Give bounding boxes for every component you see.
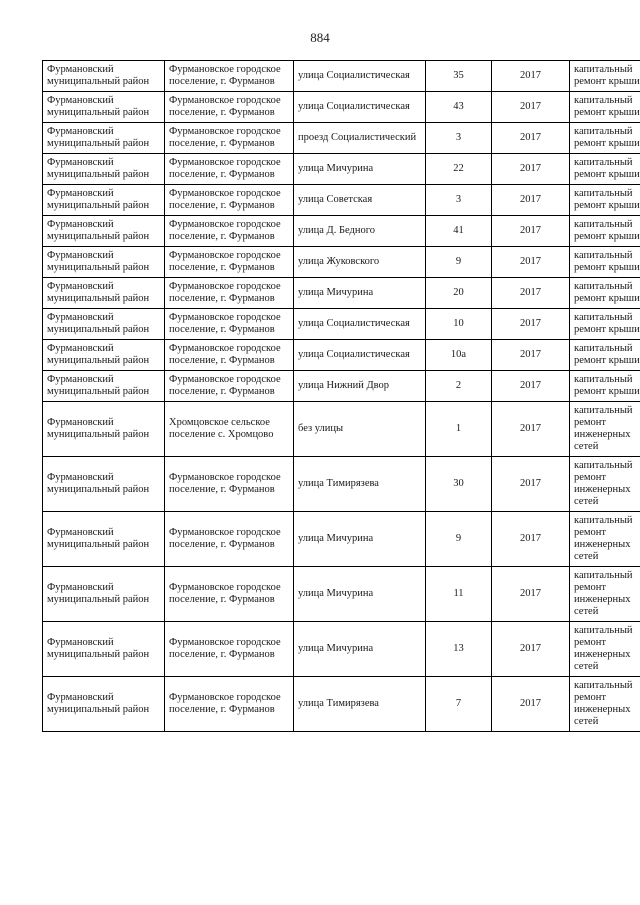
- cell-district: Фурмановский муниципальный район: [43, 402, 165, 457]
- cell-work: капитальный ремонт крыши: [570, 92, 640, 123]
- cell-district: Фурмановский муниципальный район: [43, 677, 165, 732]
- cell-year: 2017: [492, 567, 570, 622]
- cell-district: Фурмановский муниципальный район: [43, 61, 165, 92]
- cell-house: 7: [426, 677, 492, 732]
- cell-year: 2017: [492, 402, 570, 457]
- cell-settlement: Хромцовское сельское поселение с. Хромцово: [165, 402, 294, 457]
- cell-street: улица Мичурина: [294, 622, 426, 677]
- table-row: [43, 622, 640, 677]
- cell-settlement: Фурмановское городское поселение, г. Фурманов: [165, 61, 294, 92]
- cell-street: проезд Социалистический: [294, 123, 426, 154]
- cell-settlement: Фурмановское городское поселение, г. Фурманов: [165, 340, 294, 371]
- cell-year: 2017: [492, 340, 570, 371]
- cell-settlement: Фурмановское городское поселение, г. Фурманов: [165, 457, 294, 512]
- cell-district: Фурмановский муниципальный район: [43, 92, 165, 123]
- table-row: [43, 185, 640, 216]
- table-row: [43, 457, 640, 512]
- table-row: [43, 123, 640, 154]
- cell-house: 10: [426, 309, 492, 340]
- cell-house: 3: [426, 123, 492, 154]
- cell-street: улица Социалистическая: [294, 61, 426, 92]
- cell-year: 2017: [492, 371, 570, 402]
- cell-work: капитальный ремонт инженерных сетей: [570, 567, 640, 622]
- table-row: [43, 402, 640, 457]
- cell-year: 2017: [492, 185, 570, 216]
- cell-district: Фурмановский муниципальный район: [43, 123, 165, 154]
- table-row: [43, 92, 640, 123]
- cell-settlement: Фурмановское городское поселение, г. Фурманов: [165, 567, 294, 622]
- cell-year: 2017: [492, 92, 570, 123]
- cell-house: 43: [426, 92, 492, 123]
- cell-settlement: Фурмановское городское поселение, г. Фурманов: [165, 622, 294, 677]
- cell-street: улица Нижний Двор: [294, 371, 426, 402]
- table-row: [43, 512, 640, 567]
- cell-district: Фурмановский муниципальный район: [43, 622, 165, 677]
- cell-street: улица Социалистическая: [294, 309, 426, 340]
- cell-work: капитальный ремонт крыши: [570, 278, 640, 309]
- cell-settlement: Фурмановское городское поселение, г. Фурманов: [165, 216, 294, 247]
- table-body: [43, 61, 640, 732]
- cell-settlement: Фурмановское городское поселение, г. Фурманов: [165, 123, 294, 154]
- cell-district: Фурмановский муниципальный район: [43, 216, 165, 247]
- cell-settlement: Фурмановское городское поселение, г. Фурманов: [165, 677, 294, 732]
- cell-district: Фурмановский муниципальный район: [43, 154, 165, 185]
- cell-work: капитальный ремонт крыши: [570, 216, 640, 247]
- cell-house: 30: [426, 457, 492, 512]
- cell-work: капитальный ремонт крыши: [570, 154, 640, 185]
- cell-house: 13: [426, 622, 492, 677]
- cell-house: 3: [426, 185, 492, 216]
- cell-work: капитальный ремонт крыши: [570, 247, 640, 278]
- cell-year: 2017: [492, 123, 570, 154]
- cell-district: Фурмановский муниципальный район: [43, 278, 165, 309]
- cell-street: улица Д. Бедного: [294, 216, 426, 247]
- cell-year: 2017: [492, 278, 570, 309]
- cell-work: капитальный ремонт крыши: [570, 61, 640, 92]
- cell-district: Фурмановский муниципальный район: [43, 247, 165, 278]
- cell-street: улица Советская: [294, 185, 426, 216]
- cell-house: 20: [426, 278, 492, 309]
- cell-year: 2017: [492, 512, 570, 567]
- cell-house: 9: [426, 512, 492, 567]
- cell-house: 1: [426, 402, 492, 457]
- cell-work: капитальный ремонт инженерных сетей: [570, 402, 640, 457]
- cell-district: Фурмановский муниципальный район: [43, 567, 165, 622]
- cell-district: Фурмановский муниципальный район: [43, 371, 165, 402]
- cell-street: улица Мичурина: [294, 512, 426, 567]
- page-number: 884: [310, 30, 330, 45]
- cell-work: капитальный ремонт инженерных сетей: [570, 457, 640, 512]
- cell-settlement: Фурмановское городское поселение, г. Фурманов: [165, 512, 294, 567]
- cell-district: Фурмановский муниципальный район: [43, 512, 165, 567]
- cell-year: 2017: [492, 216, 570, 247]
- cell-house: 22: [426, 154, 492, 185]
- cell-year: 2017: [492, 457, 570, 512]
- table-row: [43, 216, 640, 247]
- cell-settlement: Фурмановское городское поселение, г. Фурманов: [165, 371, 294, 402]
- cell-settlement: Фурмановское городское поселение, г. Фурманов: [165, 154, 294, 185]
- cell-district: Фурмановский муниципальный район: [43, 185, 165, 216]
- table-row: [43, 340, 640, 371]
- cell-district: Фурмановский муниципальный район: [43, 309, 165, 340]
- cell-work: капитальный ремонт инженерных сетей: [570, 677, 640, 732]
- cell-house: 2: [426, 371, 492, 402]
- cell-settlement: Фурмановское городское поселение, г. Фурманов: [165, 92, 294, 123]
- cell-work: капитальный ремонт крыши: [570, 371, 640, 402]
- cell-street: улица Социалистическая: [294, 340, 426, 371]
- cell-street: улица Тимирязева: [294, 677, 426, 732]
- cell-work: капитальный ремонт крыши: [570, 123, 640, 154]
- cell-street: улица Жуковского: [294, 247, 426, 278]
- cell-street: улица Мичурина: [294, 154, 426, 185]
- cell-house: 41: [426, 216, 492, 247]
- table-row: [43, 309, 640, 340]
- cell-year: 2017: [492, 247, 570, 278]
- table-row: [43, 247, 640, 278]
- cell-work: капитальный ремонт крыши: [570, 340, 640, 371]
- cell-settlement: Фурмановское городское поселение, г. Фурманов: [165, 278, 294, 309]
- cell-house: 11: [426, 567, 492, 622]
- cell-work: капитальный ремонт крыши: [570, 309, 640, 340]
- cell-work: капитальный ремонт инженерных сетей: [570, 512, 640, 567]
- cell-district: Фурмановский муниципальный район: [43, 457, 165, 512]
- table-row: [43, 371, 640, 402]
- cell-year: 2017: [492, 677, 570, 732]
- cell-settlement: Фурмановское городское поселение, г. Фурманов: [165, 247, 294, 278]
- table-row: [43, 677, 640, 732]
- repairs-table: [42, 60, 640, 732]
- cell-street: улица Мичурина: [294, 278, 426, 309]
- cell-street: без улицы: [294, 402, 426, 457]
- cell-year: 2017: [492, 622, 570, 677]
- cell-work: капитальный ремонт инженерных сетей: [570, 622, 640, 677]
- cell-house: 10а: [426, 340, 492, 371]
- table-row: [43, 278, 640, 309]
- cell-year: 2017: [492, 154, 570, 185]
- cell-street: улица Социалистическая: [294, 92, 426, 123]
- cell-district: Фурмановский муниципальный район: [43, 340, 165, 371]
- cell-settlement: Фурмановское городское поселение, г. Фурманов: [165, 185, 294, 216]
- cell-house: 9: [426, 247, 492, 278]
- cell-settlement: Фурмановское городское поселение, г. Фурманов: [165, 309, 294, 340]
- cell-house: 35: [426, 61, 492, 92]
- cell-work: капитальный ремонт крыши: [570, 185, 640, 216]
- cell-year: 2017: [492, 309, 570, 340]
- cell-street: улица Тимирязева: [294, 457, 426, 512]
- table-row: [43, 154, 640, 185]
- cell-street: улица Мичурина: [294, 567, 426, 622]
- table-row: [43, 61, 640, 92]
- table-row: [43, 567, 640, 622]
- cell-year: 2017: [492, 61, 570, 92]
